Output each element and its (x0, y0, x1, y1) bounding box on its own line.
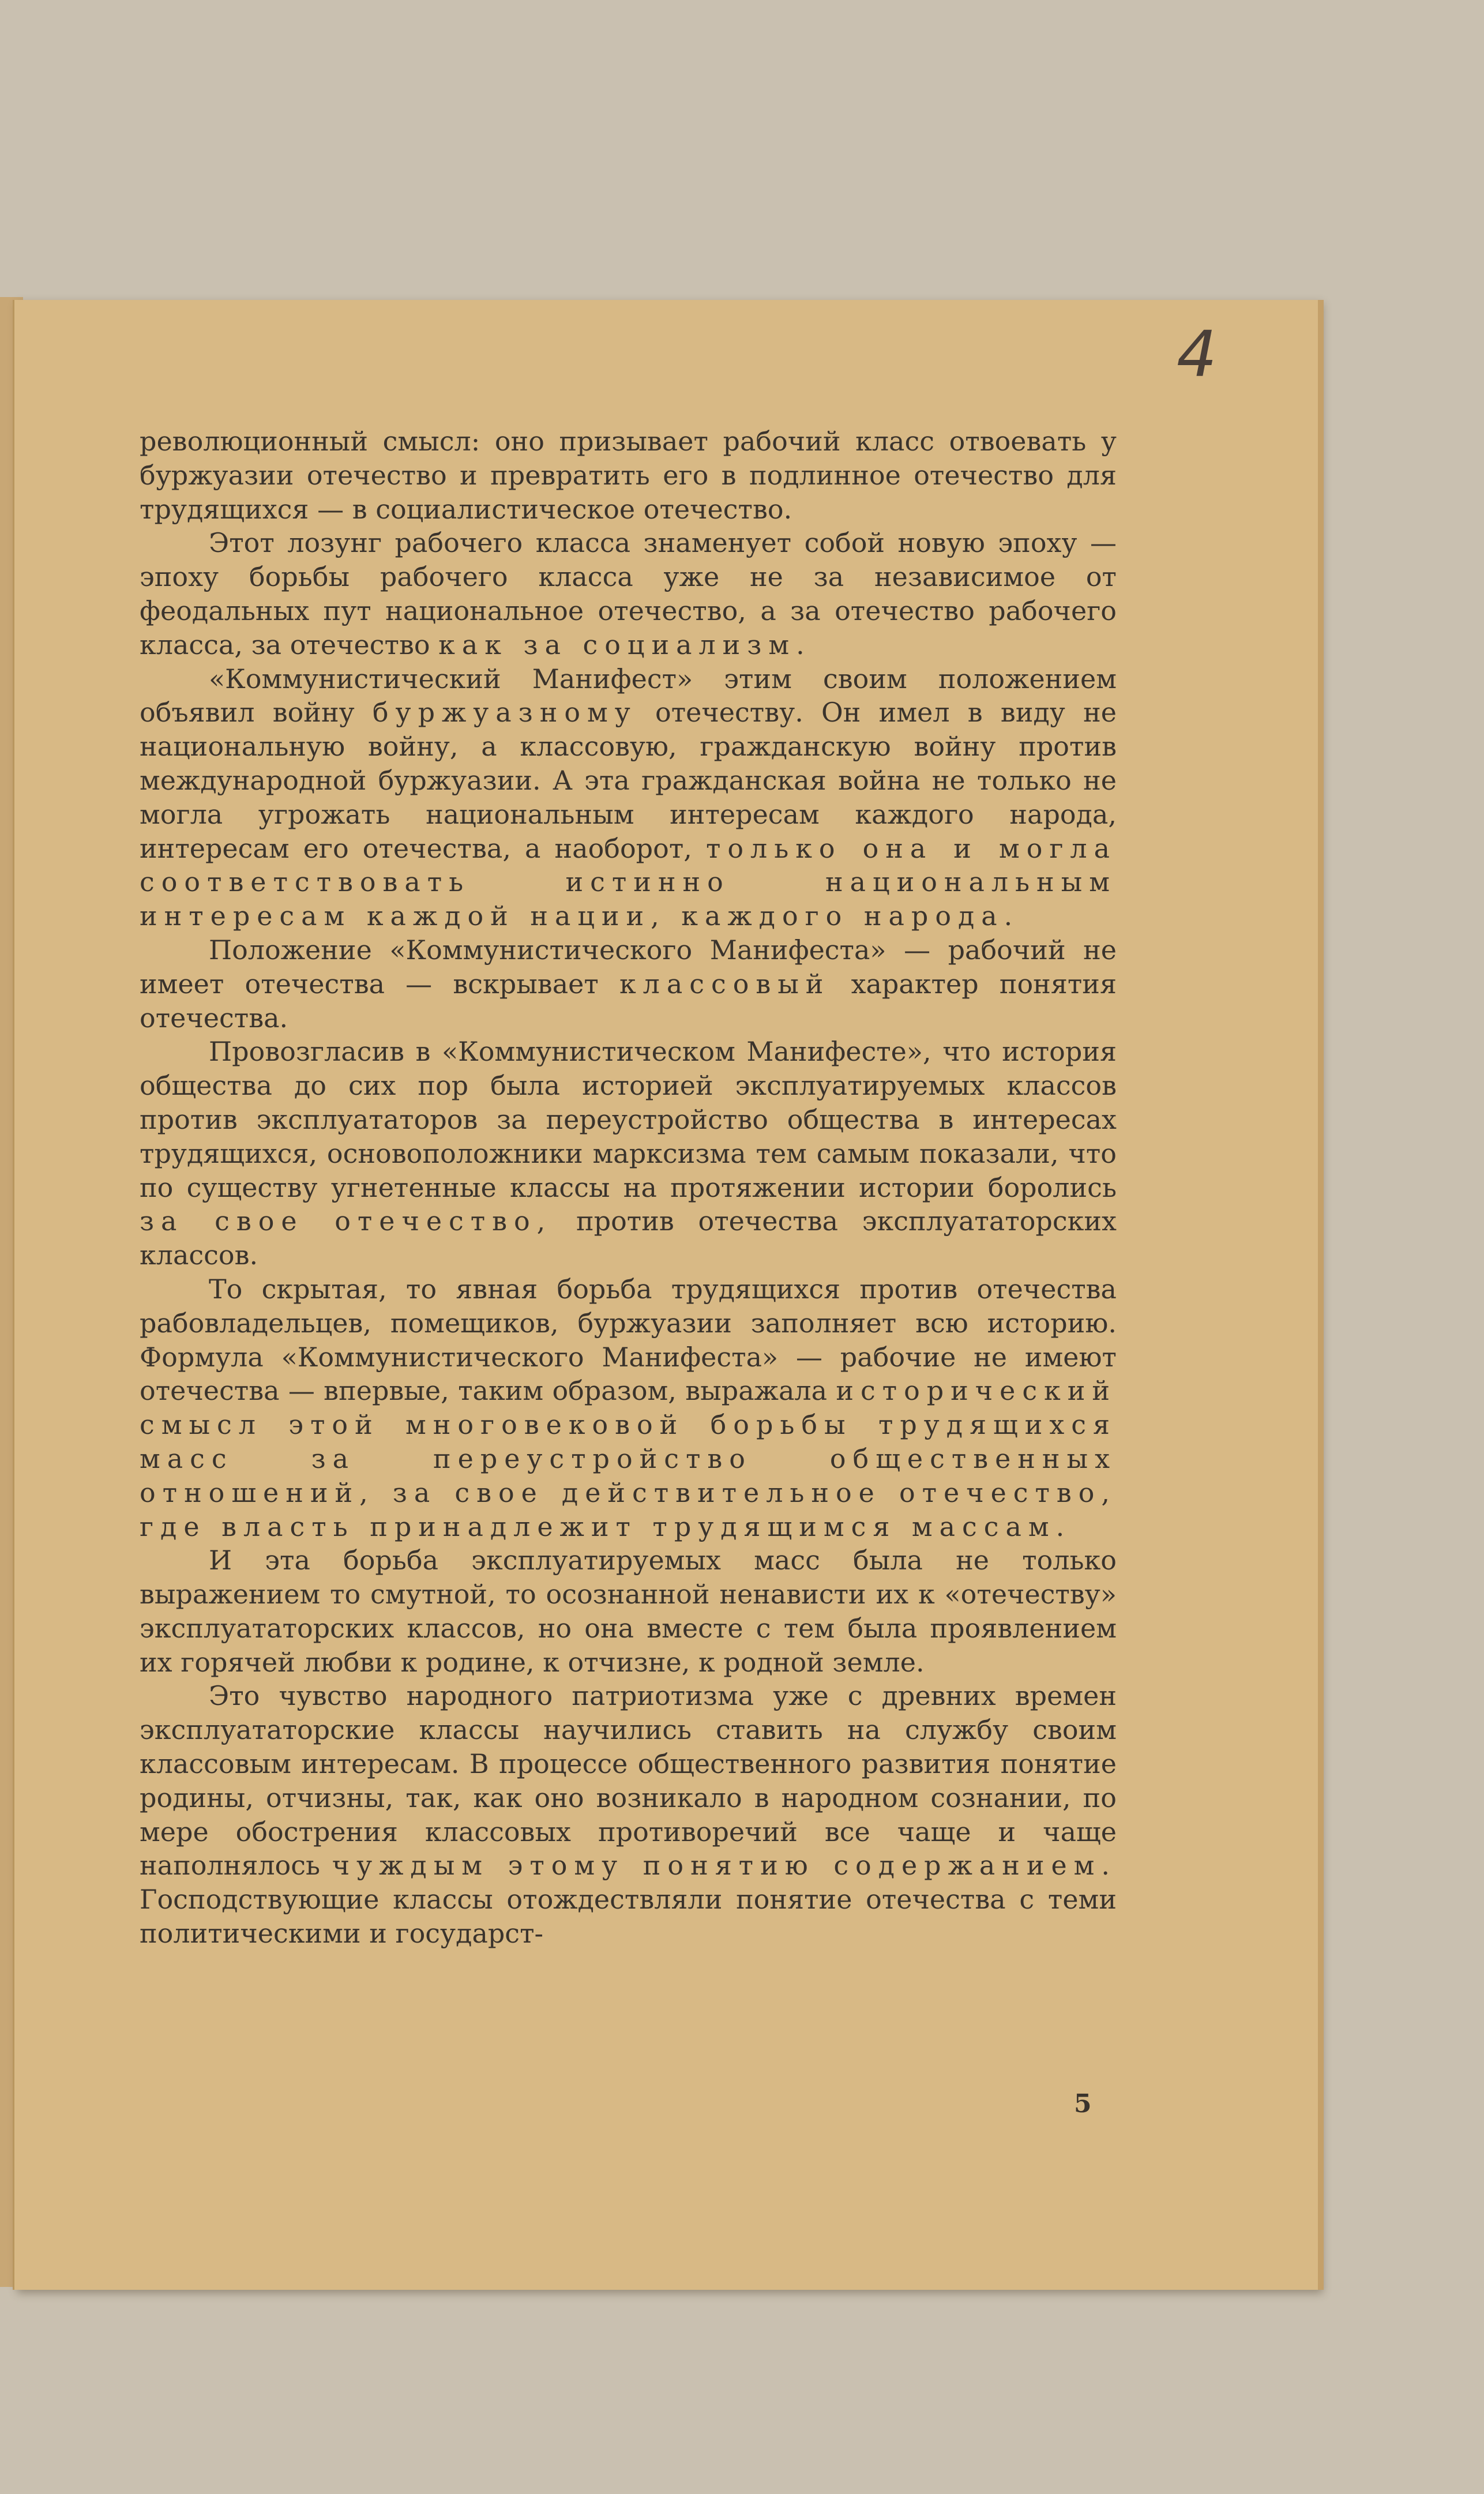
paragraph (140, 1272, 1117, 1543)
paragraph-text: «Коммунистический Манифест» этим своим положением объявил войну (140, 663, 1117, 728)
paragraph (140, 526, 1117, 662)
page-number: 5 (1074, 2089, 1092, 2119)
paragraph-text: характер понятия отечества. (140, 968, 1117, 1034)
paragraph-text: Господствующие классы отождествляли понятие отечества с теми политическими и государст- (140, 1884, 1117, 1950)
emphasized-text: чуждым этому понятию содержанием. (332, 1850, 1117, 1881)
paragraph (140, 1035, 1117, 1272)
emphasized-text: за свое отечество, (140, 1205, 553, 1237)
paragraph-text: Этот лозунг рабочего класса знаменует собой новую эпоху — эпоху борьбы рабочего класса уже не за независимое от феодальных пут национальное отечество, а за отечество рабочего класса, за отечество (140, 527, 1117, 660)
paragraph-text: против отечества эксплуататорских классов. (140, 1205, 1117, 1271)
body-text (140, 425, 1117, 1951)
emphasized-text: как за социализм. (438, 629, 811, 660)
emphasized-text: классовый (619, 968, 831, 1000)
page-edge (1318, 300, 1324, 2290)
paragraph (140, 1679, 1117, 1950)
paragraph (140, 1543, 1117, 1679)
paragraph-text: Это чувство народного патриотизма уже с древних времен эксплуататорские классы научились ставить на службу своим классовым интересам. В процессе общественного развития понятие родины, отчизны, так, как оно возникало в народном сознании, по мере обострения классовых противоречий все чаще и чаще наполнялось (140, 1680, 1117, 1881)
paragraph-text: То скрытая, то явная борьба трудящихся против отечества рабовладельцев, помещиков, буржуазии заполняет всю историю. Формула «Коммунистического Манифеста» — рабочие не имеют отечества — впервые, таким образом, выражала (140, 1273, 1117, 1407)
paragraph (140, 662, 1117, 933)
emphasized-text: исторический смысл этой многовековой борьбы трудящихся масс за переустройство общественных отношений, за свое действительное отечество, где власть принадлежит трудящимся массам. (140, 1375, 1117, 1542)
handwritten-page-number: 4 (1177, 317, 1217, 391)
paragraph-text: И эта борьба эксплуатируемых масс была не только выражением то смутной, то осознанной ненависти их к «отечеству» эксплуататорских классов, но она вместе с тем была проявлением их горячей любви к родине, к отчизне, к родной земле. (140, 1545, 1117, 1678)
emphasized-text: буржуазному (372, 697, 637, 728)
paragraph-text: отечеству. Он имел в виду не национальную войну, а классовую, гражданскую войну против международной буржуазии. А эта гражданская война не только не могла угрожать национальным интересам каждого народа, интересам его отечества, а наоборот, (140, 697, 1117, 864)
emphasized-text: только она и могла соответствовать истинно национальным интересам каждой нации, каждого народа. (140, 832, 1117, 932)
paragraph-text: Провозгласив в «Коммунистическом Манифесте», что история общества до сих пор была историей эксплуатируемых классов против эксплуататоров за переустройство общества в интересах трудящихся, основоположники марксизма тем самым показали, что по существу угнетенные классы на протяжении истории боролись (140, 1036, 1117, 1203)
paragraph-text: революционный смысл: оно призывает рабочий класс отвоевать у буржуазии отечество и превратить его в подлинное отечество для трудящихся — в социалистическое отечество. (140, 426, 1117, 525)
paragraph (140, 933, 1117, 1035)
paragraph (140, 425, 1117, 526)
paragraph-text: Положение «Коммунистического Манифеста» — рабочий не имеет отечества — вскрывает (140, 934, 1117, 1000)
